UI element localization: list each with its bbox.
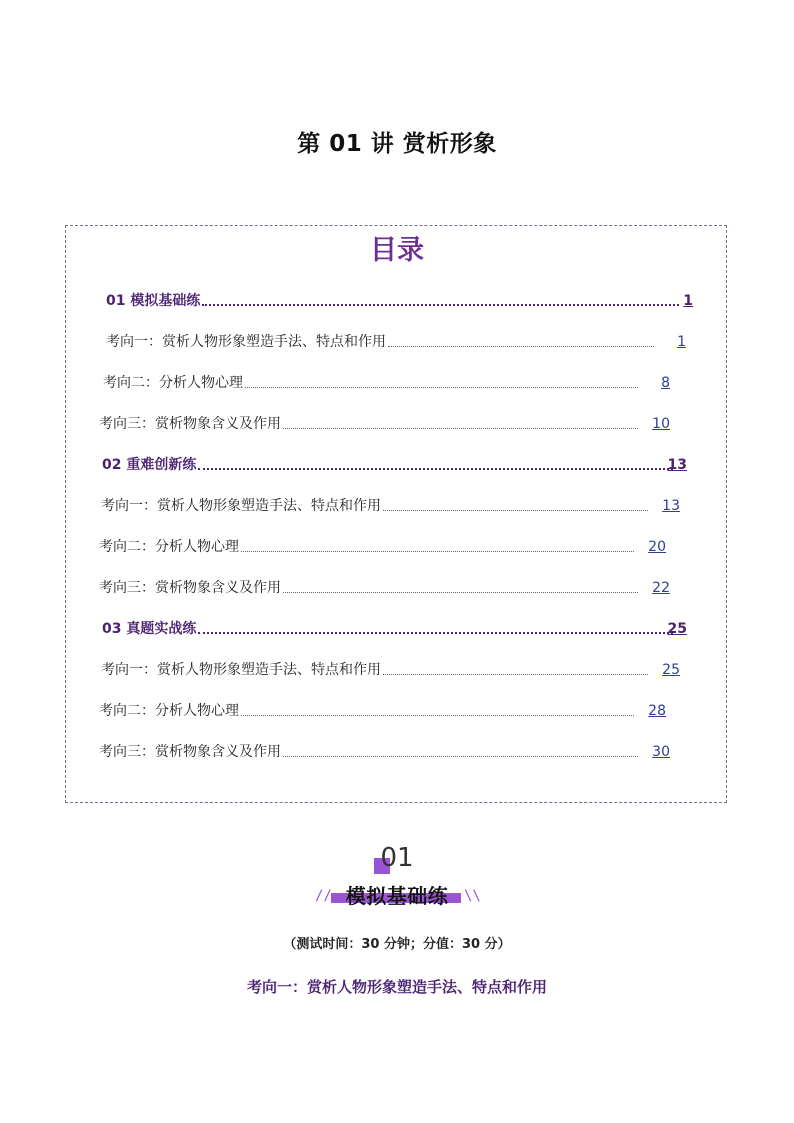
toc-row-item[interactable] xyxy=(99,698,666,720)
toc-leader-dots xyxy=(245,387,638,388)
section-slash-decoration-left: // xyxy=(315,888,332,904)
toc-page-link[interactable]: 25 xyxy=(662,662,680,678)
toc-row-item[interactable] xyxy=(101,657,680,679)
toc-row-item[interactable] xyxy=(101,493,680,515)
toc-label: 考向二：分析人物心理 xyxy=(99,703,239,719)
toc-page-link[interactable]: 28 xyxy=(648,703,666,719)
toc-leader-dots xyxy=(383,510,648,511)
toc-row-item[interactable] xyxy=(103,370,670,392)
toc-label: 02 重难创新练 xyxy=(102,457,197,473)
toc-row-item[interactable] xyxy=(106,329,686,351)
section-slash-decoration-right: \\ xyxy=(464,888,481,904)
toc-label: 考向一：赏析人物形象塑造手法、特点和作用 xyxy=(101,498,381,514)
toc-leader-dots xyxy=(283,592,638,593)
toc-leader-dots xyxy=(388,346,654,347)
toc-page-link[interactable]: 20 xyxy=(648,539,666,555)
toc-leader-dots xyxy=(241,551,634,552)
toc-row-item[interactable] xyxy=(99,534,666,556)
toc-leader-dots xyxy=(283,428,638,429)
toc-label: 考向三：赏析物象含义及作用 xyxy=(99,744,281,760)
toc-page-link[interactable]: 13 xyxy=(662,498,680,514)
toc-page-link[interactable]: 25 xyxy=(667,621,687,637)
toc-label: 考向三：赏析物象含义及作用 xyxy=(99,580,281,596)
toc-page-link[interactable]: 1 xyxy=(683,293,693,309)
toc-label: 考向一：赏析人物形象塑造手法、特点和作用 xyxy=(101,662,381,678)
toc-page-link[interactable]: 8 xyxy=(661,375,670,391)
topic-heading: 考向一：赏析人物形象塑造手法、特点和作用 xyxy=(246,978,547,996)
toc-row-item[interactable] xyxy=(99,411,670,433)
toc-label: 03 真题实战练 xyxy=(102,621,197,637)
table-of-contents xyxy=(65,225,727,803)
toc-leader-dots xyxy=(202,304,679,306)
toc-label: 考向二：分析人物心理 xyxy=(103,375,243,391)
test-info: （测试时间：30 分钟；分值：30 分） xyxy=(283,937,511,952)
toc-heading: 目录 xyxy=(370,235,424,266)
toc-row-item[interactable] xyxy=(99,739,670,761)
toc-page-link[interactable]: 30 xyxy=(652,744,670,760)
toc-row-section-01[interactable] xyxy=(106,288,693,310)
toc-label: 01 模拟基础练 xyxy=(106,293,201,309)
toc-page-link[interactable]: 1 xyxy=(677,334,686,350)
toc-page-link[interactable]: 10 xyxy=(652,416,670,432)
page-title: 第 01 讲 赏析形象 xyxy=(297,131,497,157)
toc-page-link[interactable]: 13 xyxy=(667,457,687,473)
toc-label: 考向一：赏析人物形象塑造手法、特点和作用 xyxy=(106,334,386,350)
toc-page-link[interactable]: 22 xyxy=(652,580,670,596)
toc-leader-dots xyxy=(383,674,648,675)
toc-leader-dots xyxy=(241,715,634,716)
toc-row-section-03[interactable] xyxy=(102,616,687,638)
toc-leader-dots xyxy=(283,756,638,757)
toc-leader-dots xyxy=(198,468,673,470)
toc-label: 考向三：赏析物象含义及作用 xyxy=(99,416,281,432)
toc-row-item[interactable] xyxy=(99,575,670,597)
toc-row-section-02[interactable] xyxy=(102,452,687,474)
toc-leader-dots xyxy=(198,632,673,634)
toc-label: 考向二：分析人物心理 xyxy=(99,539,239,555)
section-number: 01 xyxy=(380,843,414,873)
section-name: 模拟基础练 xyxy=(345,884,449,908)
